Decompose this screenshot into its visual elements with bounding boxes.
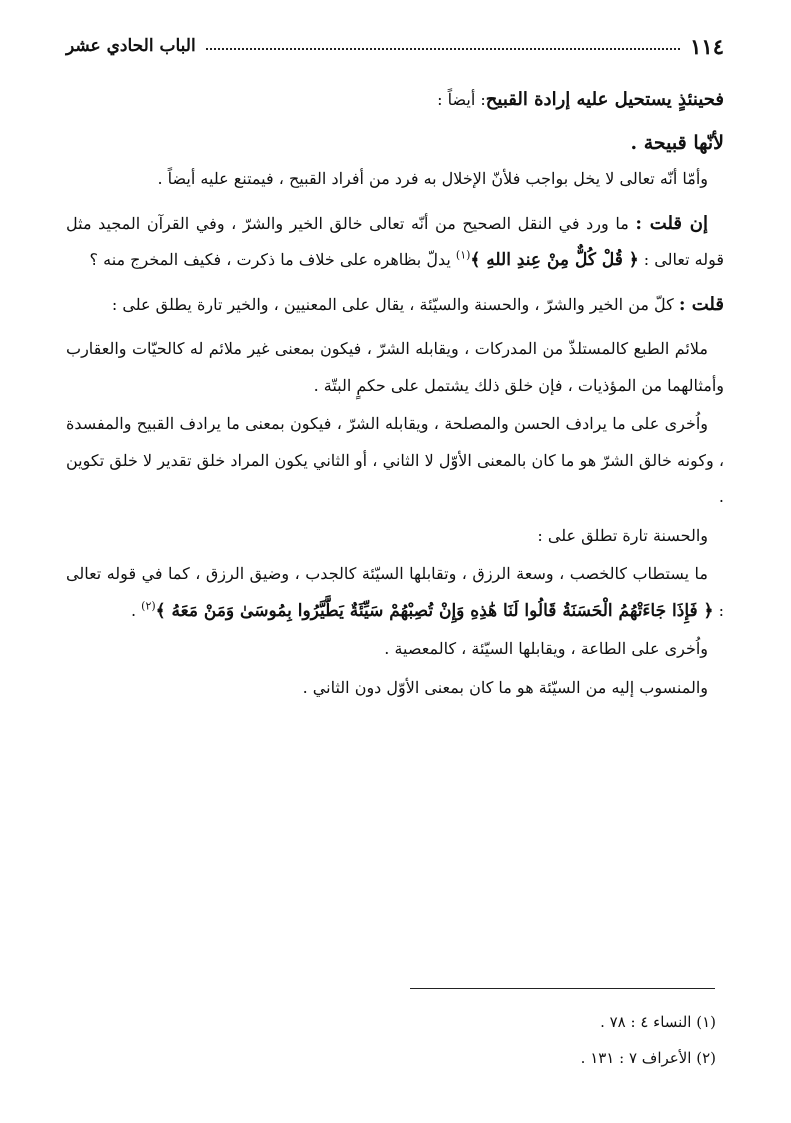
paragraph-1-rest: : أيضاً : <box>437 90 486 109</box>
footnote-1-number: (١) <box>696 1013 716 1031</box>
paragraph-9 <box>66 556 724 629</box>
footnote-separator <box>410 988 715 989</box>
quran-verse-1: ﴿ قُلْ كُلٌّ مِنْ عِندِ اللهِ ﴾ <box>470 250 639 270</box>
paragraph-3: وأمّا أنّه تعالى لا يخل بواجب فلأنّ الإخلال به فرد من أفراد القبيح ، فيمتنع عليه أيضاً . <box>157 169 708 188</box>
paragraph-9-end: . <box>130 600 142 620</box>
dotted-leader <box>206 48 680 50</box>
footnote-2-text: الأعراف ٧ : ١٣١ . <box>580 1049 697 1067</box>
paragraph-9-text: ما يستطاب كالخصب ، وسعة الرزق ، وتقابلها السيّئة كالجدب ، وضيق الرزق ، كما في قوله تعالى : <box>66 564 724 620</box>
paragraph-6: ملائم الطبع كالمستلذّ من المدركات ، ويقابله الشرّ ، فيكون بمعنى غير ملائم له كالحيّات والعقارب وأمثالهما من المؤذيات ، فإن خلق ذلك يشتمل على حكمٍ البتّة . <box>66 339 724 395</box>
footnote-2-number: (٢) <box>696 1049 716 1067</box>
paragraph-1-lead: فحينئذٍ يستحيل عليه إرادة القبيح <box>485 89 724 110</box>
paragraph-4-text-a: ما ورد في النقل الصحيح من أنّه تعالى خالق الخير والشرّ ، وفي القرآن المجيد مثل قوله تعالى : <box>66 213 724 269</box>
paragraph-7: واُخرى على ما يرادف الحسن والمصلحة ، ويقابله الشرّ ، فيكون بمعنى ما يرادف القبيح والمفسدة ، وكونه خالق الشرّ هو ما كان بالمعنى الأوّل لا الثاني ، أو الثاني يكون المراد خلق تقدير لا خلق تكوين . <box>66 414 724 506</box>
paragraph-1 <box>66 82 724 119</box>
footnotes <box>66 1004 716 1076</box>
running-header <box>66 30 724 62</box>
paragraph-8: والحسنة تارة تطلق على : <box>537 525 708 545</box>
page-number: ١١٤ <box>690 33 724 59</box>
paragraph-5 <box>66 287 724 324</box>
paragraph-4-text-b: يدلّ بظاهره على خلاف ما ذكرت ، فكيف المخرج منه ؟ <box>89 250 456 269</box>
paragraph-4-lead: إن قلت : <box>635 212 709 234</box>
paragraph-11: والمنسوب إليه من السيّئة هو ما كان بمعنى الأوّل دون الثاني . <box>302 677 708 697</box>
paragraph-4 <box>66 206 724 279</box>
chapter-title: الباب الحادي عشر <box>66 36 196 56</box>
footnote-1-text: النساء ٤ : ٧٨ . <box>600 1013 697 1031</box>
paragraph-5-lead: قلت : <box>678 293 724 315</box>
footnote-ref-2: (٢) <box>141 599 156 613</box>
footnote-ref-1: (١) <box>455 248 471 262</box>
body-text <box>66 82 724 706</box>
paragraph-10: واُخرى على الطاعة ، ويقابلها السيّئة ، كالمعصية . <box>384 639 708 658</box>
quran-verse-2: ﴿ فَإِذَا جَاءَتْهُمُ الْحَسَنَةُ قَالُوا لَنَا هَٰذِهِ وَإِنْ تُصِبْهُمْ سَيِّئَةٌ يَطَّيَّرُوا بِمُوسَىٰ وَمَنْ مَعَهُ ﴾ <box>155 600 714 621</box>
footnote-1 <box>66 1004 716 1040</box>
paragraph-2: لأنّها قبيحة . <box>630 131 724 154</box>
footnote-2 <box>66 1040 716 1076</box>
paragraph-5-rest: كلّ من الخير والشرّ ، والحسنة والسيّئة ، يقال على المعنيين ، والخير تارة يطلق على : <box>111 294 679 314</box>
